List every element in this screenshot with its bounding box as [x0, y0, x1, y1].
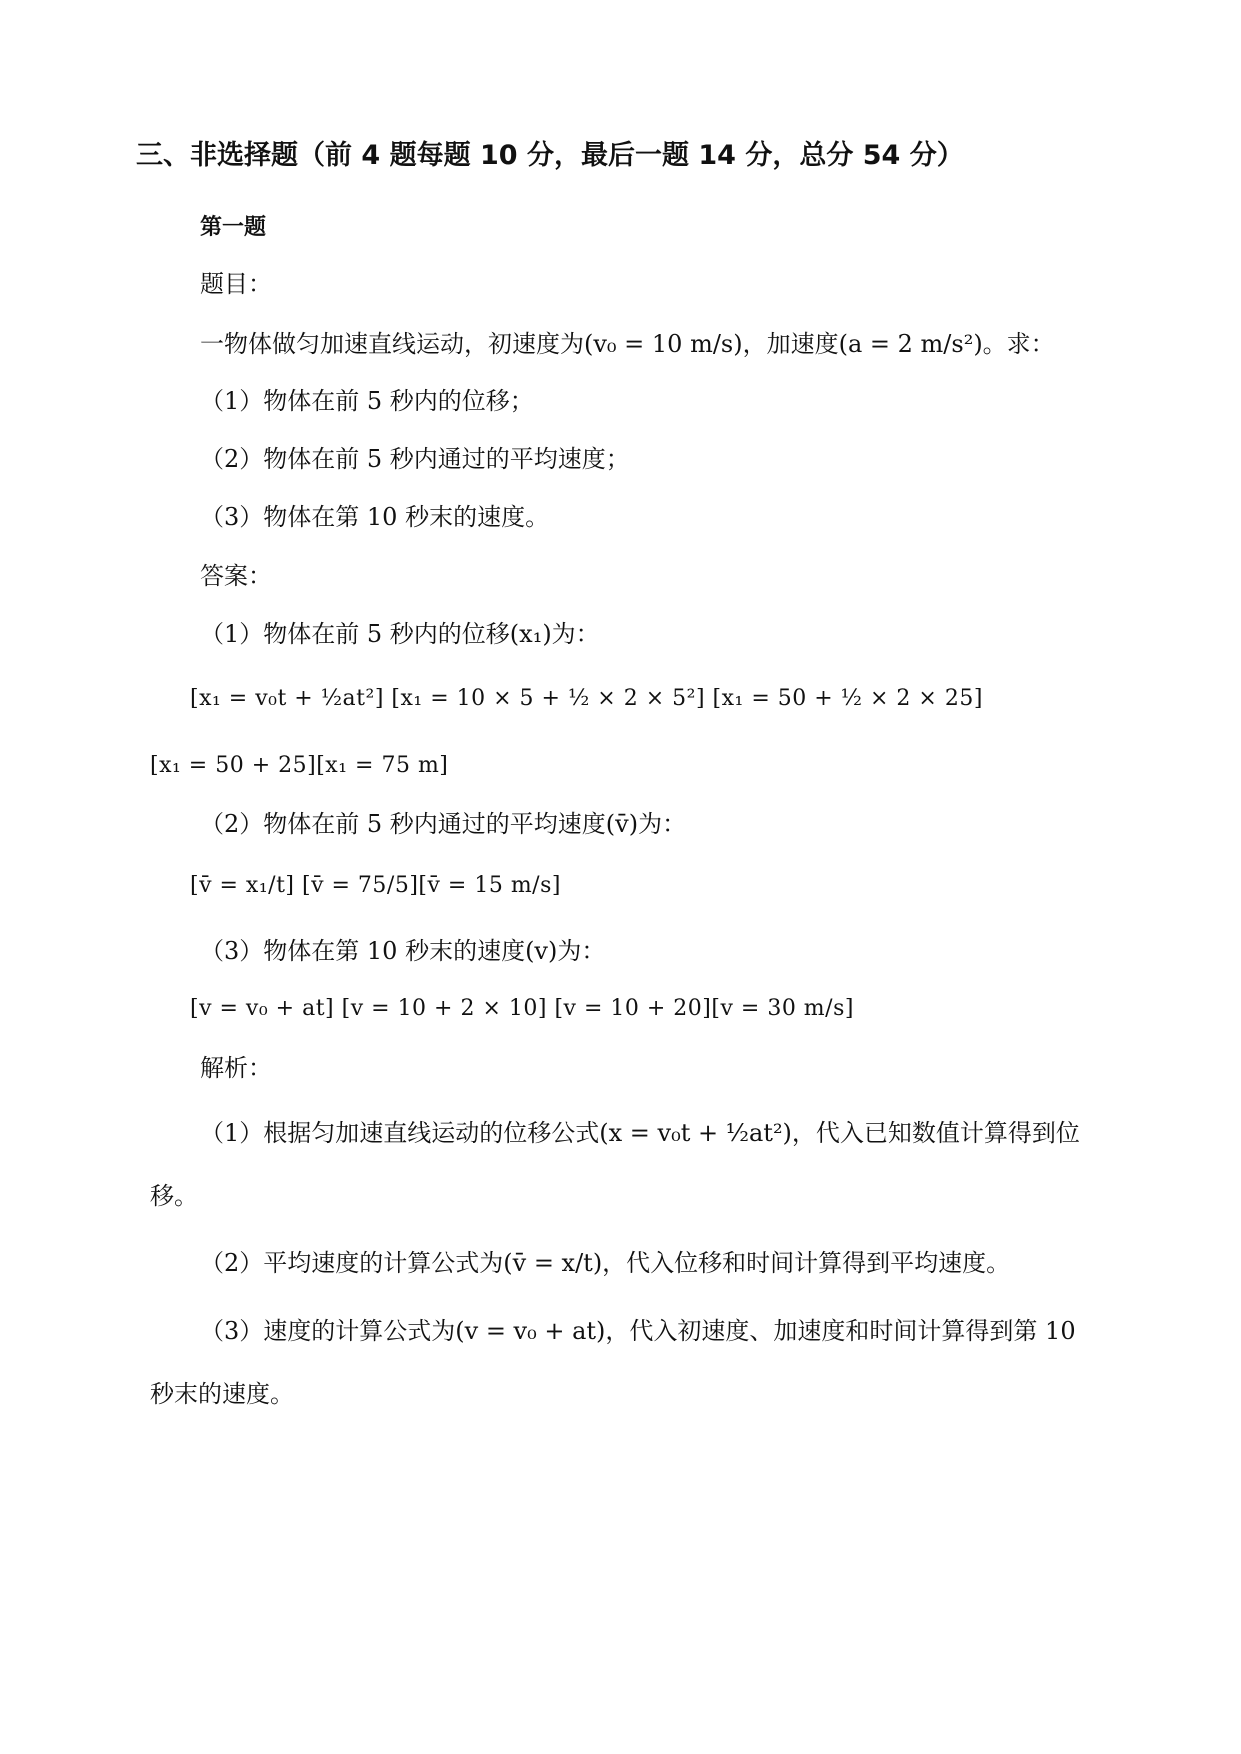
question-item-3: （3）物体在第 10 秒末的速度。: [200, 503, 550, 531]
answer-2-equation: [v̄ = x₁/t] [v̄ = 75/5][v̄ = 15 m/s]: [190, 873, 561, 898]
answer-3-intro: （3）物体在第 10 秒末的速度(v)为：: [200, 937, 606, 965]
question-label: 题目：: [200, 270, 272, 298]
analysis-2: （2）平均速度的计算公式为(v̄ = x/t)，代入位移和时间计算得到平均速度。: [200, 1249, 1011, 1277]
question-heading: 第一题: [200, 215, 267, 240]
analysis-3-line-2: 秒末的速度。: [150, 1380, 294, 1408]
analysis-1-line-2: 移。: [150, 1182, 198, 1210]
answer-1-equation-line-b: [x₁ = 50 + 25][x₁ = 75 m]: [150, 753, 449, 778]
answer-label: 答案：: [200, 562, 272, 590]
answer-1-intro: （1）物体在前 5 秒内的位移(x₁)为：: [200, 620, 600, 648]
question-item-1: （1）物体在前 5 秒内的位移；: [200, 387, 534, 415]
answer-2-intro: （2）物体在前 5 秒内通过的平均速度(v̄)为：: [200, 810, 687, 838]
analysis-1-line-1: （1）根据匀加速直线运动的位移公式(x = v₀t + ½at²)，代入已知数值计算得到位: [200, 1119, 1080, 1147]
analysis-3-line-1: （3）速度的计算公式为(v = v₀ + at)，代入初速度、加速度和时间计算得到第 10: [200, 1317, 1076, 1345]
analysis-label: 解析：: [200, 1054, 272, 1082]
section-title: 三、非选择题（前 4 题每题 10 分，最后一题 14 分，总分 54 分）: [136, 140, 964, 171]
question-item-2: （2）物体在前 5 秒内通过的平均速度；: [200, 445, 630, 473]
answer-3-equation: [v = v₀ + at] [v = 10 + 2 × 10] [v = 10 + 20][v = 30 m/s]: [190, 996, 854, 1021]
answer-1-equation-line-a: [x₁ = v₀t + ½at²] [x₁ = 10 × 5 + ½ × 2 × 5²] [x₁ = 50 + ½ × 2 × 25]: [190, 686, 983, 711]
question-stem: 一物体做匀加速直线运动，初速度为(v₀ = 10 m/s)，加速度(a = 2 m/s²)。求：: [200, 330, 1055, 358]
